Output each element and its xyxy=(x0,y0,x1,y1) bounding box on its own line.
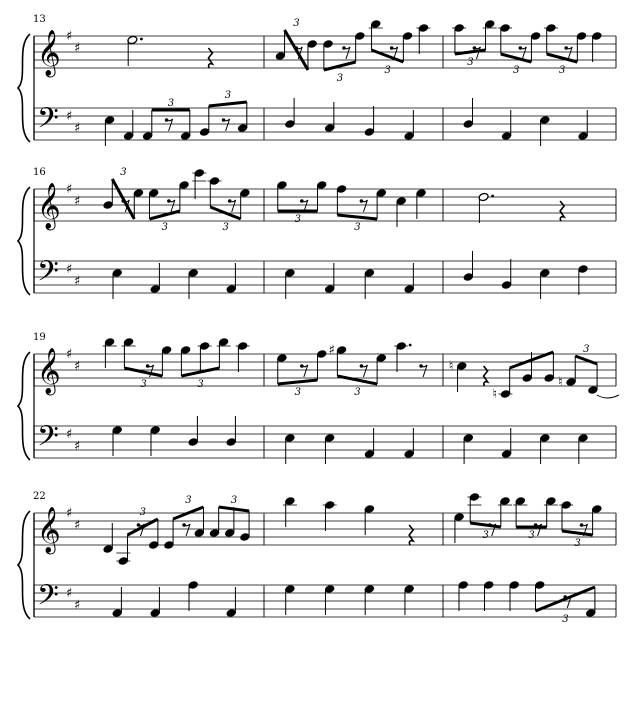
eighth-rest-icon xyxy=(474,47,480,59)
tuplet-number: 3 xyxy=(384,65,391,76)
measure-number: 19 xyxy=(33,332,46,343)
bass-measure-3 xyxy=(463,98,589,146)
eighth-rest-icon xyxy=(169,200,175,212)
natural-icon: ♮ xyxy=(448,359,454,374)
tuplet-number: 3 xyxy=(197,379,204,390)
key-sharp-icon: ♯ xyxy=(74,41,81,56)
beam xyxy=(127,519,157,535)
bass-measure-1 xyxy=(112,263,237,299)
tuplet-number: 3 xyxy=(161,222,169,233)
key-sharp-icon: ♯ xyxy=(74,274,81,289)
bass-measure-2 xyxy=(284,428,414,464)
bass-clef-icon: 𝄢 xyxy=(37,579,59,619)
eighth-rest-icon xyxy=(566,47,572,59)
key-sharp-icon: ♯ xyxy=(74,439,81,454)
eighth-rest-icon xyxy=(361,200,367,212)
treble-measure-1 xyxy=(103,167,251,233)
bass-measure-2 xyxy=(284,263,414,299)
bass-clef-icon: 𝄢 xyxy=(37,420,59,460)
tuplet-number: 3 xyxy=(120,167,127,178)
bass-clef-icon: 𝄢 xyxy=(37,102,59,142)
beam xyxy=(337,376,377,384)
bass-staff xyxy=(34,102,616,142)
beam xyxy=(455,50,486,54)
eighth-rest-icon xyxy=(344,47,350,59)
brace xyxy=(18,34,30,142)
tuplet-number: 3 xyxy=(294,214,301,225)
key-sharp-icon: ♯ xyxy=(74,194,81,209)
treble-measure-1 xyxy=(103,337,250,390)
dot xyxy=(140,38,143,41)
beam xyxy=(219,507,249,511)
tuplet-number: 3 xyxy=(224,90,232,101)
tuplet-number: 3 xyxy=(354,222,361,233)
beam xyxy=(209,102,247,106)
tuplet-number: 3 xyxy=(140,379,147,390)
tuplet-number: 3 xyxy=(528,530,535,541)
measure-number: 13 xyxy=(33,14,46,25)
key-sharp-icon: ♯ xyxy=(74,121,81,136)
tuplet-number: 3 xyxy=(230,495,238,506)
tie xyxy=(597,395,619,398)
bass-measure-1 xyxy=(112,580,237,617)
bass-measure-2 xyxy=(284,98,414,141)
brace xyxy=(18,352,30,460)
key-sharp-icon: ♯ xyxy=(66,182,73,197)
treble-clef-icon: 𝄞 xyxy=(37,348,61,394)
beam xyxy=(470,523,501,527)
beam xyxy=(536,587,595,611)
natural-icon: ♮ xyxy=(558,375,563,390)
tuplet-number: 3 xyxy=(354,387,361,398)
key-sharp-icon: ♯ xyxy=(66,347,73,362)
key-sharp-icon: ♯ xyxy=(66,586,73,601)
beam xyxy=(278,380,318,384)
beam xyxy=(575,356,597,364)
treble-measure-3 xyxy=(452,19,602,76)
bass-clef-icon: 𝄢 xyxy=(37,255,59,295)
beam xyxy=(501,54,532,62)
key-sharp-icon: ♯ xyxy=(74,598,81,613)
eighth-rest-icon xyxy=(421,365,427,377)
tuplet-number: 3 xyxy=(562,614,569,625)
key-sharp-icon: ♯ xyxy=(66,262,73,277)
tuplet-number: 3 xyxy=(559,65,566,76)
eighth-rest-icon xyxy=(230,200,236,212)
treble-staff xyxy=(34,182,616,231)
brace xyxy=(18,511,30,619)
eighth-rest-icon xyxy=(361,365,367,377)
eighth-rest-icon xyxy=(224,119,230,131)
bass-measure-3 xyxy=(463,428,589,464)
treble-measure-1 xyxy=(103,495,251,566)
bass-measure-3 xyxy=(458,580,596,625)
dot xyxy=(491,195,494,198)
tuplet-number: 3 xyxy=(222,222,229,233)
tuplet-number: 3 xyxy=(482,530,489,541)
brace xyxy=(18,187,30,295)
tuplet-number: 3 xyxy=(336,73,344,84)
beam xyxy=(562,531,593,535)
treble-measure-2 xyxy=(276,180,426,233)
key-sharp-icon: ♯ xyxy=(66,506,73,521)
quarter-rest-icon xyxy=(409,525,413,545)
treble-clef-icon: 𝄞 xyxy=(37,507,61,553)
tuplet-number: 3 xyxy=(185,495,192,506)
beam xyxy=(337,215,377,219)
beam xyxy=(547,54,578,62)
key-sharp-icon: ♯ xyxy=(66,109,73,124)
key-sharp-icon: ♯ xyxy=(74,518,81,533)
treble-measure-3 xyxy=(449,344,619,402)
treble-measure-2 xyxy=(275,18,431,84)
dot xyxy=(409,344,412,347)
tuplet-number: 3 xyxy=(583,344,590,355)
quarter-rest-icon xyxy=(560,201,564,221)
quarter-rest-icon xyxy=(208,48,212,68)
treble-clef-icon: 𝄞 xyxy=(37,30,61,76)
measure-number: 16 xyxy=(33,167,46,178)
sharp-icon: ♯ xyxy=(328,343,335,358)
quarter-rest-icon xyxy=(484,366,488,386)
treble-clef-icon: 𝄞 xyxy=(37,183,61,229)
beam xyxy=(149,211,179,219)
key-sharp-icon: ♯ xyxy=(66,427,73,442)
tuplet-number: 3 xyxy=(139,507,147,518)
eighth-rest-icon xyxy=(167,119,173,131)
tuplet-number: 3 xyxy=(574,538,581,549)
tuplet-number: 3 xyxy=(294,387,301,398)
eighth-rest-icon xyxy=(520,47,526,59)
bass-measure-1 xyxy=(104,90,248,146)
beam xyxy=(324,62,356,70)
beam xyxy=(124,368,162,376)
tuplet-number: 3 xyxy=(513,65,520,76)
eighth-rest-icon xyxy=(302,365,308,377)
key-sharp-icon: ♯ xyxy=(66,29,73,44)
bass-measure-3 xyxy=(463,251,589,299)
bass-staff xyxy=(34,255,616,295)
eighth-rest-icon xyxy=(184,524,190,536)
tuplet-number: 3 xyxy=(167,98,175,109)
key-sharp-icon: ♯ xyxy=(74,359,81,374)
bass-measure-2 xyxy=(284,584,414,615)
tuplet-number: 3 xyxy=(293,18,300,29)
natural-icon: ♮ xyxy=(492,387,498,402)
measure-number: 22 xyxy=(33,491,46,502)
tuplet-number: 3 xyxy=(467,57,474,68)
